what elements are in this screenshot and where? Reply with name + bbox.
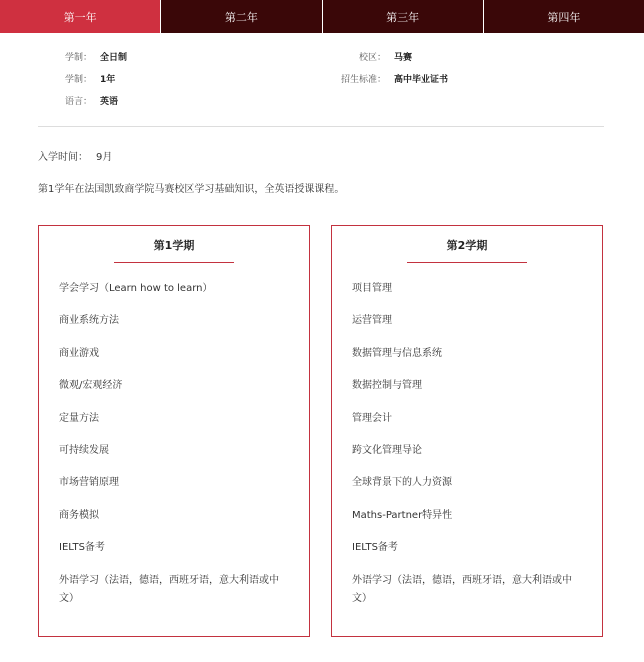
list-item: 运营管理 xyxy=(352,315,392,327)
tab-year-1[interactable]: 第一年 xyxy=(0,0,160,33)
campus-value: 马赛 xyxy=(394,53,413,63)
semester-1-title: 第1学期 xyxy=(153,239,195,252)
list-item: 商业游戏 xyxy=(59,347,99,359)
year-description: 第1学年在法国凯致商学院马赛校区学习基础知识，全英语授课课程。 xyxy=(38,184,345,195)
semester-2-course-list xyxy=(352,280,582,608)
list-item: 跨文化管理导论 xyxy=(352,444,422,456)
semester-1-course-list xyxy=(59,280,289,608)
semester-1-card xyxy=(38,225,310,637)
duration-label: 学制： xyxy=(64,75,92,85)
language-value: 英语 xyxy=(100,97,119,107)
list-item: 定量方法 xyxy=(59,412,99,424)
semester-2-title: 第2学期 xyxy=(446,239,488,252)
list-item: 市场营销原理 xyxy=(59,477,119,489)
admission-row xyxy=(330,74,448,86)
list-item: 管理会计 xyxy=(352,412,392,424)
tab-year-4[interactable]: 第四年 xyxy=(483,0,644,33)
intake-value: 9月 xyxy=(96,152,113,163)
semester-2-card xyxy=(331,225,603,637)
campus-label: 校区： xyxy=(358,53,386,63)
intake-label: 入学时间： xyxy=(38,152,88,163)
semester-2-underline xyxy=(407,262,527,263)
semester-1-underline xyxy=(114,262,234,263)
tab-year-2[interactable]: 第二年 xyxy=(160,0,321,33)
study-mode-row xyxy=(60,52,127,64)
tab-year-3[interactable]: 第三年 xyxy=(322,0,483,33)
study-mode-label: 学制： xyxy=(64,53,92,63)
campus-row xyxy=(330,52,412,64)
list-item: 外语学习（法语，德语，西班牙语，意大利语或中文） xyxy=(59,574,279,604)
duration-row xyxy=(60,74,115,86)
list-item: 商务模拟 xyxy=(59,509,99,521)
list-item: 全球背景下的人力资源 xyxy=(352,477,452,489)
language-label: 语言： xyxy=(64,97,92,107)
list-item: 数据管理与信息系统 xyxy=(352,347,442,359)
list-item: 微观/宏观经济 xyxy=(59,380,123,392)
admission-value: 高中毕业证书 xyxy=(394,75,449,85)
study-mode-value: 全日制 xyxy=(100,53,128,63)
intake-time xyxy=(38,148,112,163)
list-item: IELTS备考 xyxy=(352,542,398,554)
list-item: 项目管理 xyxy=(352,283,392,294)
language-row xyxy=(60,96,118,108)
admission-label: 招生标准： xyxy=(340,75,386,85)
list-item: IELTS备考 xyxy=(59,542,105,554)
divider xyxy=(38,126,604,127)
list-item: Maths-Partner特异性 xyxy=(352,509,453,521)
list-item: 外语学习（法语，德语，西班牙语，意大利语或中文） xyxy=(352,574,572,604)
list-item: 商业系统方法 xyxy=(59,315,119,327)
list-item: 可持续发展 xyxy=(59,444,109,456)
duration-value: 1年 xyxy=(100,75,116,85)
list-item: 学会学习（Learn how to learn） xyxy=(59,283,213,294)
list-item: 数据控制与管理 xyxy=(352,380,422,392)
year-tabs xyxy=(0,0,644,33)
